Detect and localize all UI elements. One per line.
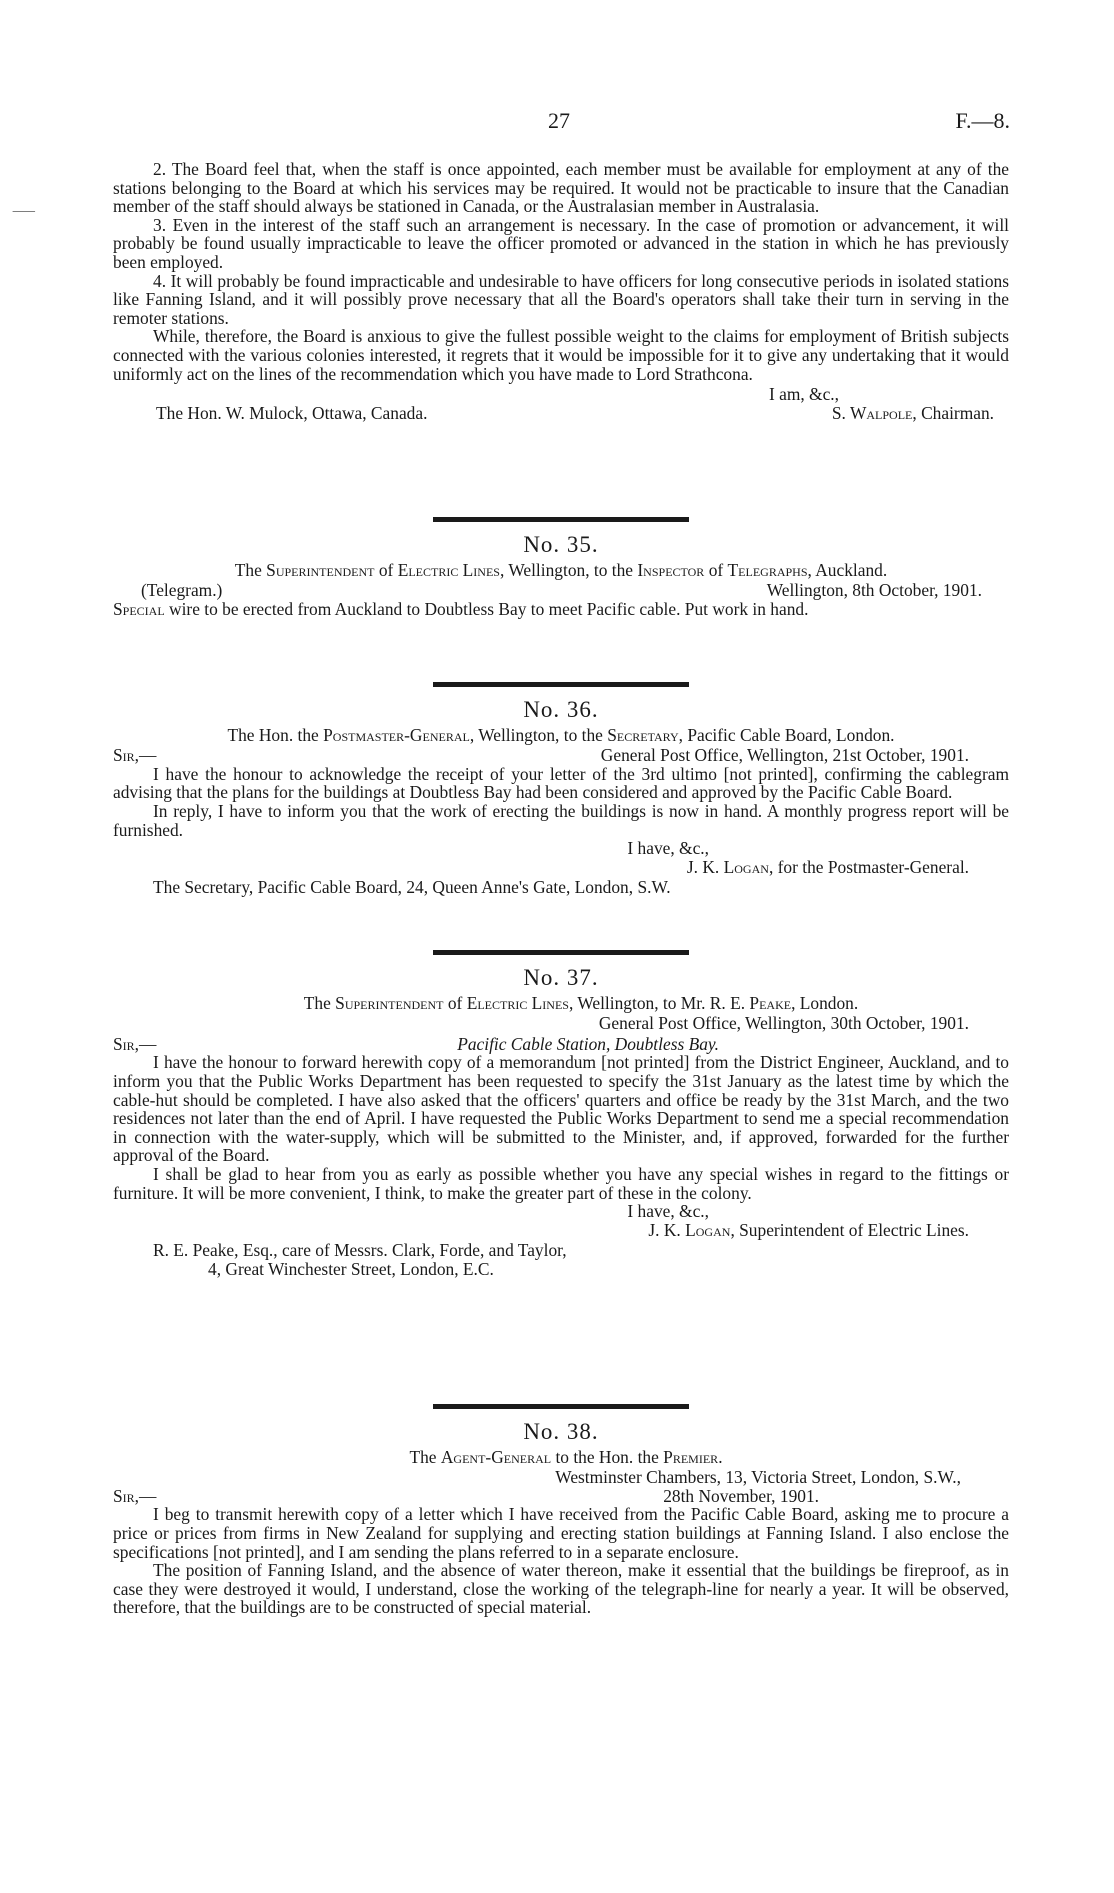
letter-type: (Telegram.) [141, 580, 223, 601]
section-divider [433, 682, 689, 687]
letter-paragraph-1: I have the honour to forward herewith copy of a memorandum [not printed] from the District Engineer, Auckland, and to inform you that the Public Works Department has been requested to specify the 31st January as the latest time by which the cable-hut should be completed. I have also asked that the officers' quarters and office be ready by the 31st March, and the two residences not later than the end of April. I have requested the Public Works Department to send me a special recommendation in connection with the water-supply, which will be submitted to the Minister, and, if approved, forwarded for the further approval of the Board. [113, 1052, 1009, 1166]
intro-paragraph-4: 4. It will probably be found impracticable and undesirable to have officers for long consecutive periods in isolated stations like Fanning Island, and it will possibly prove necessary that all the Board's operators shall take their turn in serving in the remoter stations. [113, 270, 1009, 328]
letter-no-38 [113, 1394, 1009, 1617]
intro-paragraph-2: 2. The Board feel that, when the staff is once appointed, each member must be available for employment at any of the stations belonging to the Board at which his services may be required. It would not be practicable to insure that the Canadian member of the staff should always be stationed in Canada, or the Australasian member in Australasia. [113, 159, 1009, 217]
letter-heading: No. 36. [523, 697, 599, 722]
intro-closing: I am, &c., [768, 384, 839, 405]
letter-date: General Post Office, Wellington, 21st October, 1901. [600, 745, 969, 766]
letter-addressee-line-1: R. E. Peake, Esq., care of Messrs. Clark, Forde, and Taylor, [153, 1240, 567, 1261]
page-number: 27 [548, 108, 570, 133]
intro-addressee: The Hon. W. Mulock, Ottawa, Canada. [156, 402, 428, 423]
intro-signatory-name: S. Walpole, [831, 402, 917, 423]
letter-paragraph-2: The position of Fanning Island, and the absence of water thereon, make it essential that the buildings be fireproof, as in case they were destroyed it would, I understand, close the working of the telegraph-line for nearly a year. It will be observed, therefore, that the buildings are to be constructed of special material. [113, 1560, 1009, 1618]
salutation: Sir,— [113, 745, 157, 766]
letter-heading: No. 35. [523, 532, 599, 557]
letter-signature: J. K. Logan, for the Postmaster-General. [686, 856, 969, 877]
letter-paragraph-1: I have the honour to acknowledge the receipt of your letter of the 3rd ultimo [not printed], confirming the cablegram advising that the plans for the buildings at Doubtless Bay had been considered and approved by the Pacific Cable Board. [113, 763, 1009, 803]
intro-signature [832, 404, 994, 423]
intro-signatory-title: Chairman. [921, 402, 994, 423]
intro-paragraph-3: 3. Even in the interest of the staff such an arrangement is necessary. In the case of promotion or advancement, it will probably be found usually impracticable to leave the officer promoted or advanced in the station in which he has previously been employed. [113, 214, 1009, 272]
letter-body: Special wire to be erected from Auckland to Doubtless Bay to meet Pacific cable. Put work in hand. [113, 598, 809, 619]
letter-meta-row [113, 581, 1009, 600]
letter-no-37 [113, 940, 1009, 1279]
paper-reference: F.—8. [955, 108, 1010, 133]
section-divider [433, 1404, 689, 1409]
intro-signature-row [113, 404, 1009, 423]
section-divider [433, 950, 689, 955]
letter-date: General Post Office, Wellington, 30th October, 1901. [598, 1013, 969, 1034]
letter-addressee: The Secretary, Pacific Cable Board, 24, Queen Anne's Gate, London, S.W. [153, 877, 671, 898]
letter-heading: No. 37. [523, 965, 599, 990]
letter-route: The Hon. the Postmaster-General, Wellington, to the Secretary, Pacific Cable Board, London. [227, 724, 895, 745]
letter-addressee-line-2: 4, Great Winchester Street, London, E.C. [208, 1258, 494, 1279]
letter-address: Westminster Chambers, 13, Victoria Street, London, S.W., [555, 1467, 961, 1488]
letter-paragraph-2: I shall be glad to hear from you as early as possible whether you have any special wishes in regard to the fittings or furniture. It will be more convenient, I think, to make the greater part of these in the colony. [113, 1163, 1009, 1203]
intro-section [113, 160, 1009, 422]
letter-route: The Superintendent of Electric Lines, Wellington, to the Inspector of Telegraphs, Auckland. [234, 559, 888, 580]
salutation: Sir,— [113, 1033, 157, 1054]
page-header [0, 108, 1114, 138]
letter-closing: I have, &c., [627, 1201, 709, 1222]
section-divider [433, 517, 689, 522]
letter-date: 28th November, 1901. [663, 1485, 819, 1506]
letter-paragraph-1: I beg to transmit herewith copy of a letter which I have received from the Pacific Cable Board, asking me to procure a price or prices from firms in New Zealand for supplying and erecting station buildings at Fanning Island. I also enclose the specifications [not printed], and I am sending the plans referred to in a separate enclosure. [113, 1504, 1009, 1562]
letter-paragraph-2: In reply, I have to inform you that the work of erecting the buildings is now in hand. A monthly progress report will be furnished. [113, 800, 1009, 840]
letter-meta-row [113, 1035, 1009, 1054]
margin-mark: ⸺ [12, 204, 36, 219]
letter-subject: Pacific Cable Station, Doubtless Bay. [457, 1033, 719, 1054]
salutation: Sir,— [113, 1485, 157, 1506]
letter-date: Wellington, 8th October, 1901. [766, 580, 982, 601]
letter-heading: No. 38. [523, 1419, 599, 1444]
letter-meta-row [113, 1487, 1009, 1506]
letter-no-35 [113, 507, 1009, 618]
letter-closing: I have, &c., [627, 838, 709, 859]
letter-no-36 [113, 672, 1009, 897]
letter-route: The Superintendent of Electric Lines, Wellington, to Mr. R. E. Peake, London. [303, 992, 859, 1013]
letter-route: The Agent-General to the Hon. the Premier. [409, 1446, 723, 1467]
letter-signature: J. K. Logan, Superintendent of Electric Lines. [648, 1219, 969, 1240]
letter-meta-row [113, 746, 1009, 765]
intro-paragraph-5: While, therefore, the Board is anxious to give the fullest possible weight to the claims for employment of British subjects connected with the various colonies interested, it regrets that it would be impossible for it to give any undertaking that it would uniformly act on the lines of the recommendation which you have made to Lord Strathcona. [113, 326, 1009, 384]
